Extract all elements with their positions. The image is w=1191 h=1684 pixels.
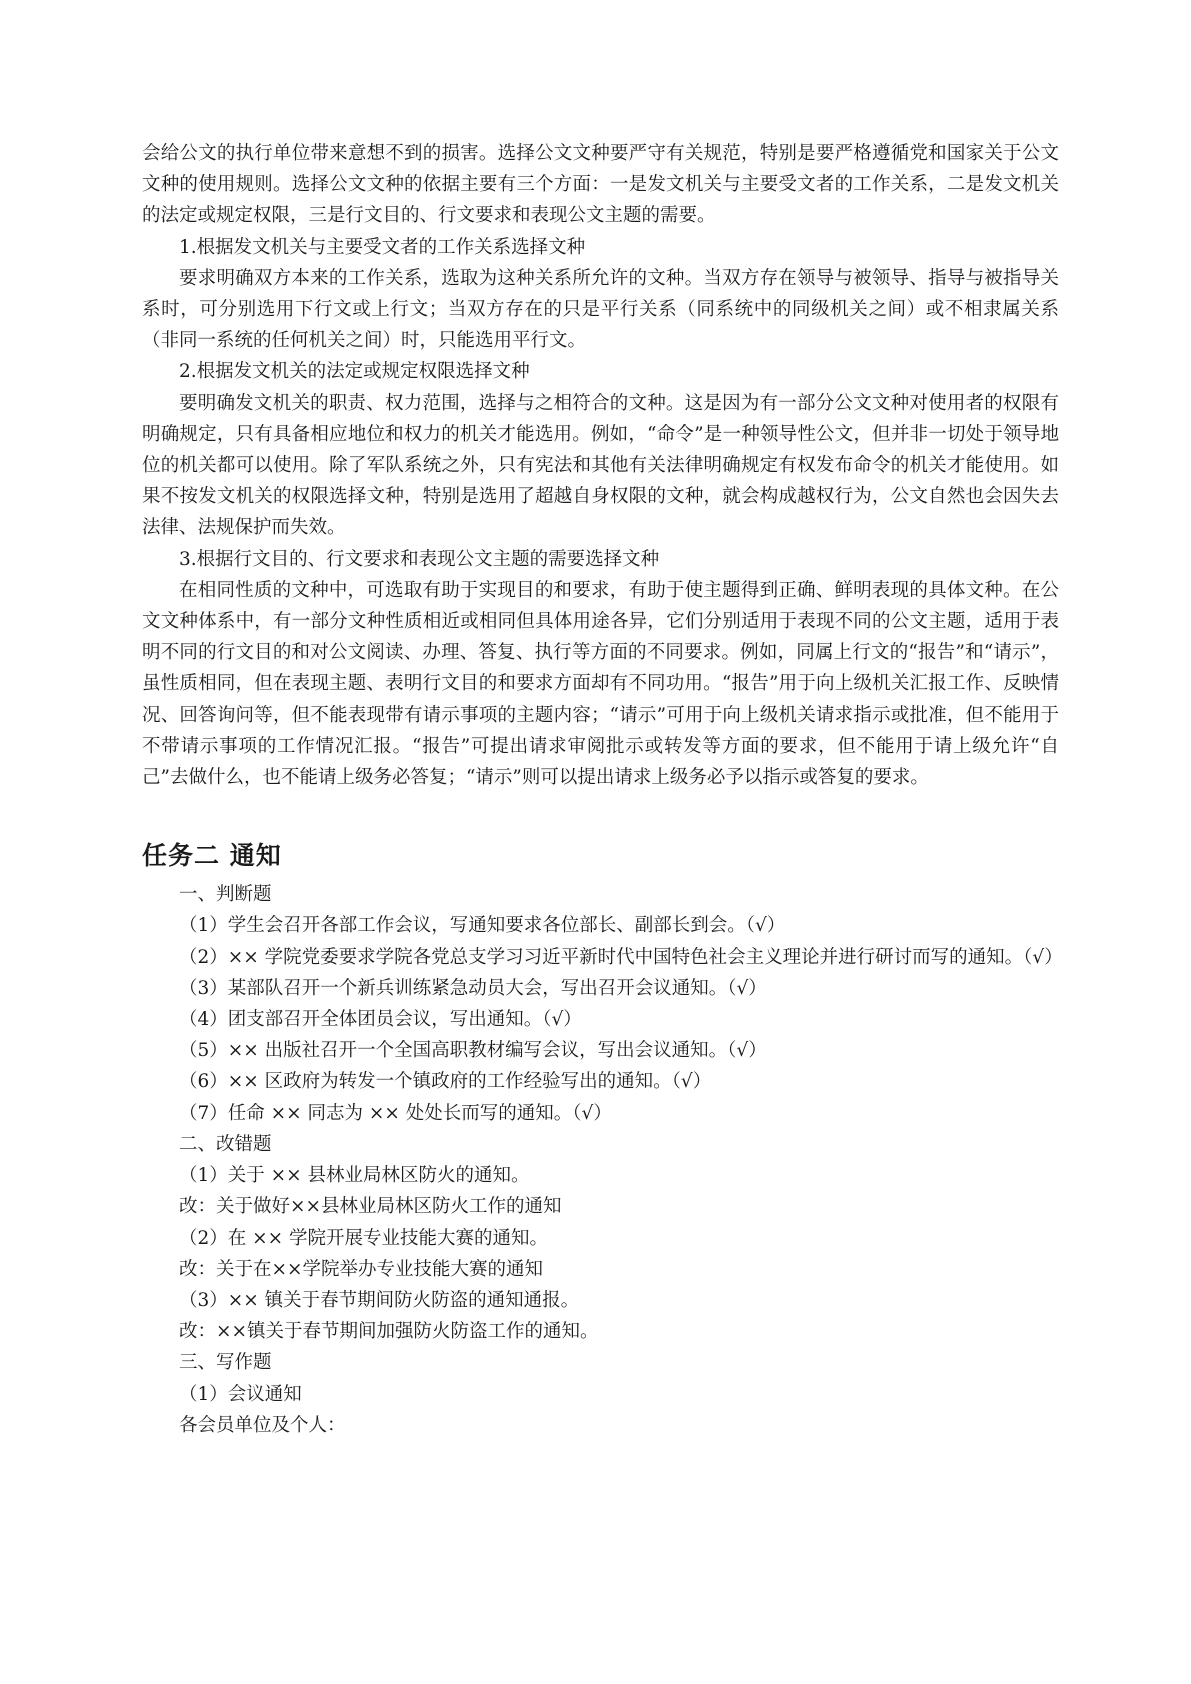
subheading-2: 2.根据发文机关的法定或规定权限选择文种 (179, 361, 530, 383)
subheading-1: 1.根据发文机关与主要受文者的工作关系选择文种 (179, 236, 586, 258)
write-salutation: 各会员单位及个人： (179, 1414, 346, 1436)
section-gap (142, 793, 1059, 833)
correct-answer-1: 改：关于做好××县林业局林区防火工作的通知 (179, 1196, 562, 1218)
correct-question-3: （3）×× 镇关于春节期间防火防盗的通知通报。 (179, 1289, 580, 1311)
judge-item-1: （1）学生会召开各部工作会议，写通知要求各位部长、副部长到会。（√） (179, 915, 786, 937)
judge-item-3: （3）某部队召开一个新兵训练紧急动员大会，写出召开会议通知。（√） (179, 977, 767, 999)
intro-paragraph-4: 在相同性质的文种中，可选取有助于实现目的和要求，有助于使主题得到正确、鲜明表现的具体文种。在公文文种体系中，有一部分文种性质相近或相同但具体用途各异，它们分别适用于表现不同的公文主题，适用于表明不同的行文目的和对公文阅读、办理、答复、执行等方面的不同要求。例如，同属上行文的“报告”和“请示”，虽性质相同，但在表现主题、表明行文目的和要求方面却有不同功用。“报告”用于向上级机关汇报工作、反映情况、回答询问等，但不能表现带有请示事项的主题内容；“请示”可用于向上级机关请求指示或批准，但不能用于不带请示事项的工作情况汇报。“报告”可提出请求审阅批示或转发等方面的要求，但不能用于请上级允许“自己”去做什么，也不能请上级务必答复；“请示”则可以提出请求上级务必予以指示或答复的要求。 (142, 579, 1059, 789)
judge-item-2: （2）×× 学院党委要求学院各党总支学习习近平新时代中国特色社会主义理论并进行研讨而写的通知。（√） (179, 946, 1063, 968)
correct-question-2: （2）在 ×× 学院开展专业技能大赛的通知。 (179, 1227, 549, 1249)
intro-paragraph-1: 会给公文的执行单位带来意想不到的损害。选择公文文种要严守有关规范，特别是要严格遵循党和国家关于公文文种的使用规则。选择公文文种的依据主要有三个方面：一是发文机关与主要受文者的工作关系，二是发文机关的法定或规定权限，三是行文目的、行文要求和表现公文主题的需要。 (142, 143, 1059, 227)
document-page (142, 138, 1063, 1441)
intro-paragraph-3: 要明确发文机关的职责、权力范围，选择与之相符合的文种。这是因为有一部分公文文种对使用者的权限有明确规定，只有具备相应地位和权力的机关才能选用。例如，“命令”是一种领导性公文，但并非一切处于领导地位的机关都可以使用。除了军队系统之外，只有宪法和其他有关法律明确规定有权发布命令的机关才能使用。如果不按发文机关的权限选择文种，特别是选用了超越自身权限的文种，就会构成越权行为，公文自然也会因失去法律、法规保护而失效。 (142, 392, 1059, 539)
correct-question-1: （1）关于 ×× 县林业局林区防火的通知。 (179, 1165, 530, 1187)
write-item-1: （1）会议通知 (179, 1383, 302, 1405)
judge-item-7: （7）任命 ×× 同志为 ×× 处处长而写的通知。（√） (179, 1102, 612, 1124)
judge-item-6: （6）×× 区政府为转发一个镇政府的工作经验写出的通知。（√） (179, 1071, 712, 1093)
intro-paragraph-2: 要求明确双方本来的工作关系，选取为这种关系所允许的文种。当双方存在领导与被领导、指导与被指导关系时，可分别选用下行文或上行文；当双方存在的只是平行关系（同系统中的同级机关之间）或不相隶属关系（非同一系统的任何机关之间）时，只能选用平行文。 (142, 267, 1059, 352)
correct-answer-3: 改：××镇关于春节期间加强防火防盗工作的通知。 (179, 1321, 599, 1343)
judge-heading: 一、判断题 (179, 884, 272, 906)
correct-answer-2: 改：关于在××学院举办专业技能大赛的通知 (179, 1258, 544, 1280)
section-title: 任务二 通知 (142, 841, 282, 871)
judge-item-5: （5）×× 出版社召开一个全国高职教材编写会议，写出会议通知。（√） (179, 1040, 767, 1062)
judge-item-4: （4）团支部召开全体团员会议，写出通知。（√） (179, 1009, 582, 1031)
write-heading: 三、写作题 (179, 1352, 272, 1374)
subheading-3: 3.根据行文目的、行文要求和表现公文主题的需要选择文种 (179, 548, 660, 570)
correct-heading: 二、改错题 (179, 1133, 272, 1155)
